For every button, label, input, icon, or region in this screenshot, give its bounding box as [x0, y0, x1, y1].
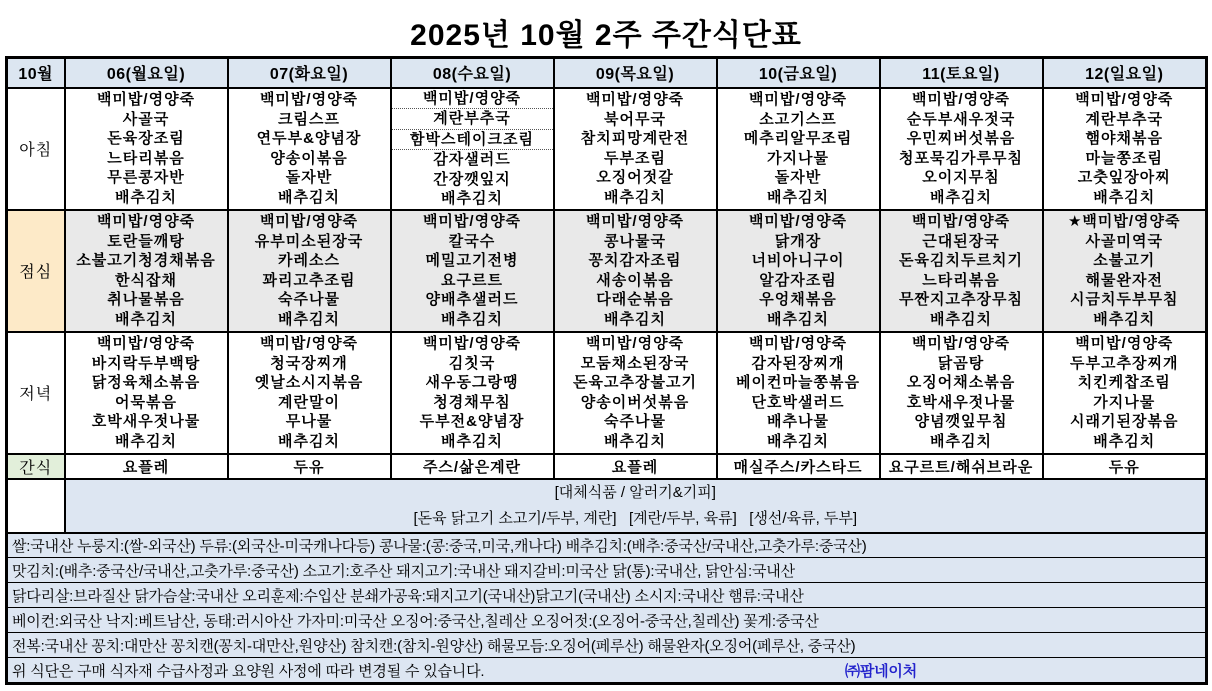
meal-item: 호박새우젓나물	[91, 413, 201, 430]
menu-table-body	[7, 58, 1207, 684]
row-label-snack: 간식	[7, 454, 65, 479]
meal-item: 배추김치	[604, 310, 666, 328]
meal-item: 해물완자전	[1085, 271, 1163, 289]
meal-cell	[65, 88, 228, 210]
meal-item: 한식잡채	[115, 271, 177, 289]
meal-item: 백미밥/영양죽	[259, 335, 359, 352]
meal-item: 배추김치	[278, 188, 340, 206]
footer-cell	[7, 658, 1207, 684]
meal-cell	[880, 332, 1043, 454]
meal-item: 돌자반	[774, 169, 822, 186]
day-header-2: 08(수요일)	[391, 58, 554, 88]
meal-item: 느타리볶음	[107, 149, 185, 167]
substitute-row	[7, 479, 1207, 533]
meal-item: 청포묵김가루무침	[899, 149, 1023, 167]
origin-note: 맛김치:(배추:중국산/국내산,고춧가루:중국산) 소고기:호주산 돼지고기:국내산 돼지갈비:미국산 닭(통):국내산, 닭안심:국내산	[7, 558, 1207, 583]
meal-cell	[228, 88, 391, 210]
table-header-row	[7, 58, 1207, 88]
meal-item: 백미밥/영양죽	[748, 91, 848, 108]
meal-item: 계란부추국	[1085, 110, 1163, 128]
meal-item: 근대된장국	[922, 232, 1000, 250]
meal-item: 배추김치	[278, 310, 340, 328]
meal-row-lunch	[7, 210, 1207, 332]
snack-cell: 요구르트/해쉬브라운	[880, 454, 1043, 479]
meal-item: 백미밥/영양죽	[585, 213, 685, 230]
meal-cell	[391, 332, 554, 454]
meal-cell	[880, 88, 1043, 210]
meal-item: 백미밥/영양죽	[422, 213, 522, 230]
meal-item: 소불고기	[1093, 252, 1156, 269]
day-header-0: 06(월요일)	[65, 58, 228, 88]
meal-item: 시래기된장볶음	[1070, 413, 1179, 430]
meal-item: 두부고추장찌개	[1070, 354, 1179, 372]
meal-item: 배추김치	[930, 432, 992, 450]
origin-note-row	[7, 558, 1207, 583]
meal-cell	[717, 332, 880, 454]
meal-item: 백미밥/영양죽	[911, 335, 1011, 352]
meal-item: 북어무국	[604, 110, 666, 128]
meal-cell	[554, 88, 717, 210]
meal-item: 숙주나물	[604, 413, 666, 430]
meal-item: 배추김치	[441, 310, 503, 328]
meal-item: 백미밥/영양죽	[911, 213, 1011, 230]
meal-item: 오징어젓갈	[596, 169, 674, 186]
meal-item: 유부미소된장국	[254, 232, 364, 250]
meal-item: 두부조림	[604, 149, 666, 167]
meal-item: ★백미밥/영양죽	[1067, 213, 1181, 230]
meal-item: 취나물볶음	[107, 291, 185, 308]
meal-item: 배추김치	[441, 432, 503, 450]
meal-item: 메추리알무조림	[743, 130, 853, 147]
origin-note: 쌀:국내산 누룽지:(쌀-외국산) 두류:(외국산-미국캐나다등) 콩나물:(콩:중국,미국,캐나다) 배추김치:(배추:중국산/국내산,고춧가루:중국산)	[7, 533, 1207, 558]
snack-cell: 두유	[228, 454, 391, 479]
row-label-lunch: 점심	[7, 210, 65, 332]
meal-item: 마늘쫑조림	[1085, 149, 1163, 167]
origin-note-row	[7, 608, 1207, 633]
meal-item: 백미밥/영양죽	[585, 335, 685, 352]
meal-item: 햄야채볶음	[1085, 130, 1163, 147]
meal-item: 배추김치	[1093, 432, 1156, 450]
meal-item: 백미밥/영양죽	[392, 89, 553, 110]
meal-item: 오이지무침	[922, 169, 1000, 186]
meal-item: 고춧잎장아찌	[1077, 169, 1171, 186]
footer-line	[12, 660, 1205, 681]
day-header-4: 10(금요일)	[717, 58, 880, 88]
origin-note: 닭다리살:브라질산 닭가슴살:국내산 오리훈제:수입산 분쇄가공육:돼지고기(국내산)닭고기(국내산) 소시지:국내산 햄류:국내산	[7, 583, 1207, 608]
meal-item: 백미밥/영양죽	[1075, 335, 1174, 352]
meal-item: 요구르트	[441, 271, 503, 289]
meal-item: 닭개장	[774, 232, 822, 250]
meal-item: 알감자조림	[759, 271, 837, 289]
meal-item: 가지나물	[767, 149, 829, 167]
meal-item: 배추김치	[930, 188, 992, 206]
day-header-6: 12(일요일)	[1043, 58, 1207, 88]
meal-item: 순두부새우젓국	[906, 110, 1016, 128]
meal-cell	[1043, 88, 1207, 210]
meal-item: 백미밥/영양죽	[96, 91, 196, 108]
meal-item: 돈육장조림	[107, 130, 185, 147]
row-label-breakfast: 아침	[7, 88, 65, 210]
meal-cell	[717, 88, 880, 210]
meal-cell	[65, 210, 228, 332]
meal-item: 연두부&양념장	[256, 130, 362, 147]
meal-item: 배추김치	[604, 432, 666, 450]
meal-item: 무짠지고추장무침	[899, 291, 1023, 308]
meal-cell	[65, 332, 228, 454]
meal-item: 칼국수	[448, 232, 496, 250]
meal-item: 계란부추국	[392, 109, 553, 130]
meal-item: 배추김치	[1093, 310, 1156, 328]
meal-row-breakfast	[7, 88, 1207, 210]
snack-cell: 두유	[1043, 454, 1207, 479]
meal-item: 호박새우젓나물	[906, 393, 1016, 411]
meal-item: 배추김치	[278, 432, 340, 450]
meal-item: 함박스테이크조림	[392, 130, 553, 151]
meal-item: 양송이볶음	[270, 149, 348, 167]
meal-item: 콩나물국	[604, 232, 666, 250]
meal-item: 카레소스	[278, 252, 340, 269]
meal-item: 꽈리고추조림	[262, 271, 356, 289]
meal-item: 김칫국	[448, 354, 496, 372]
meal-item: 계란말이	[278, 393, 340, 411]
meal-item: 백미밥/영양죽	[259, 213, 359, 230]
meal-item: 백미밥/영양죽	[911, 91, 1011, 108]
meal-item: 숙주나물	[278, 291, 340, 308]
row-label-dinner: 저녁	[7, 332, 65, 454]
snack-cell: 주스/삶은계란	[391, 454, 554, 479]
meal-cell	[1043, 332, 1207, 454]
meal-item: 백미밥/영양죽	[748, 335, 848, 352]
meal-cell	[554, 332, 717, 454]
meal-item: 백미밥/영양죽	[96, 335, 196, 352]
meal-item: 닭정육채소볶음	[91, 374, 201, 391]
meal-item: 시금치두부무침	[1070, 291, 1179, 308]
meal-item: 백미밥/영양죽	[96, 213, 196, 230]
meal-item: 백미밥/영양죽	[1075, 91, 1174, 108]
meal-item: 우엉채볶음	[759, 291, 837, 308]
meal-item: 배추김치	[930, 310, 992, 328]
origin-note-row	[7, 583, 1207, 608]
meal-item: 새송이볶음	[596, 271, 674, 289]
weekly-menu-table	[5, 56, 1208, 685]
meal-item: 배추김치	[767, 310, 829, 328]
company-name: ㈜팜네이처	[845, 662, 917, 680]
meal-item: 백미밥/영양죽	[259, 91, 359, 108]
meal-item: 사골미역국	[1085, 232, 1163, 250]
meal-cell	[228, 332, 391, 454]
meal-item: 우민찌버섯볶음	[906, 130, 1016, 147]
meal-row-dinner	[7, 332, 1207, 454]
meal-item: 배추김치	[767, 432, 829, 450]
meal-item: 바지락두부백탕	[91, 354, 201, 372]
snack-cell: 요플레	[65, 454, 228, 479]
meal-item: 느타리볶음	[922, 271, 1000, 289]
meal-item: 가지나물	[1093, 393, 1156, 411]
meal-item: 베이컨마늘쫑볶음	[736, 374, 860, 391]
meal-item: 참치피망계란전	[580, 130, 690, 147]
meal-item: 어묵볶음	[115, 393, 177, 411]
meal-item: 간장깻잎지	[433, 170, 511, 188]
snack-cell: 요플레	[554, 454, 717, 479]
meal-cell	[1043, 210, 1207, 332]
meal-item: 메밀고기전병	[425, 252, 519, 269]
meal-item: 배추김치	[115, 432, 177, 450]
footer-row	[7, 658, 1207, 684]
month-label: 10월	[7, 58, 65, 88]
meal-cell	[391, 210, 554, 332]
meal-item: 백미밥/영양죽	[585, 91, 685, 108]
day-header-5: 11(토요일)	[880, 58, 1043, 88]
meal-item: 청경채무침	[433, 393, 511, 411]
substitute-info	[65, 479, 1207, 533]
meal-item: 배추김치	[441, 190, 503, 207]
meal-item: 새우동그랑땡	[425, 374, 519, 391]
origin-note-row	[7, 633, 1207, 658]
snack-cell: 매실주스/카스타드	[717, 454, 880, 479]
substitute-title: [대체식품 / 알러기&기피]	[554, 483, 716, 501]
meal-item: 배추나물	[767, 413, 829, 430]
meal-item: 오징어채소볶음	[906, 374, 1016, 391]
meal-item: 크림스프	[278, 110, 340, 128]
meal-item: 사골국	[122, 110, 170, 128]
meal-item: 양송이버섯볶음	[580, 393, 690, 411]
meal-item: 청국장찌개	[270, 354, 348, 372]
snack-row	[7, 454, 1207, 479]
origin-note: 베이컨:외국산 낙지:베트남산, 동태:러시아산 가자미:미국산 오징어:중국산,칠레산 오징어젓:(오징어-중국산,칠레산) 꽃게:중국산	[7, 608, 1207, 633]
meal-item: 무른콩자반	[107, 169, 185, 186]
meal-item: 너비아니구이	[751, 252, 845, 269]
meal-item: 소고기스프	[759, 110, 837, 128]
meal-item: 배추김치	[767, 188, 829, 206]
meal-item: 두부전&양념장	[419, 413, 525, 430]
meal-item: 양배추샐러드	[425, 291, 519, 308]
substitute-left-spacer	[7, 479, 65, 533]
day-header-1: 07(화요일)	[228, 58, 391, 88]
meal-cell	[554, 210, 717, 332]
meal-item: 배추김치	[604, 188, 666, 206]
meal-item: 배추김치	[1093, 188, 1156, 206]
meal-item: 치킨케찹조림	[1077, 374, 1171, 391]
meal-item: 감자샐러드	[433, 151, 511, 168]
meal-cell	[391, 88, 554, 210]
meal-item: 단호박샐러드	[751, 393, 845, 411]
meal-item: 백미밥/영양죽	[422, 335, 522, 352]
substitute-items: [돈육 닭고기 소고기/두부, 계란] [계란/두부, 육류] [생선/육류, 두부]	[413, 509, 858, 527]
meal-cell	[880, 210, 1043, 332]
origin-note: 전복:국내산 꽁치:대만산 꽁치캔(꽁치-대만산,원양산) 참치캔:(참치-원양산) 해물모듬:오징어(페루산) 해물완자(오징어(페루산, 중국산)	[7, 633, 1207, 658]
meal-item: 닭곰탕	[937, 354, 985, 372]
meal-item: 돈육김치두르치기	[899, 252, 1023, 269]
footer-note: 위 식단은 구매 식자재 수급사정과 요양원 사정에 따라 변경될 수 있습니다.	[12, 662, 485, 680]
meal-item: 꽁치감자조림	[588, 252, 682, 269]
day-header-3: 09(목요일)	[554, 58, 717, 88]
meal-item: 토란들깨탕	[107, 232, 185, 250]
meal-item: 배추김치	[115, 310, 177, 328]
meal-item: 돌자반	[285, 169, 333, 186]
origin-note-row	[7, 533, 1207, 558]
meal-item: 다래순볶음	[596, 291, 674, 308]
meal-item: 감자된장찌개	[751, 354, 845, 372]
meal-item: 소불고기청경채볶음	[76, 252, 216, 269]
meal-item: 백미밥/영양죽	[748, 213, 848, 230]
meal-item: 무나물	[285, 413, 333, 430]
meal-cell	[228, 210, 391, 332]
page-title: 2025년 10월 2주 주간식단표	[410, 19, 802, 52]
meal-item: 모둠채소된장국	[580, 354, 690, 372]
meal-item: 옛날소시지볶음	[254, 374, 364, 391]
meal-item: 양념깻잎무침	[914, 413, 1008, 430]
meal-item: 배추김치	[115, 188, 177, 206]
meal-item: 돈육고추장불고기	[573, 374, 697, 391]
meal-cell	[717, 210, 880, 332]
